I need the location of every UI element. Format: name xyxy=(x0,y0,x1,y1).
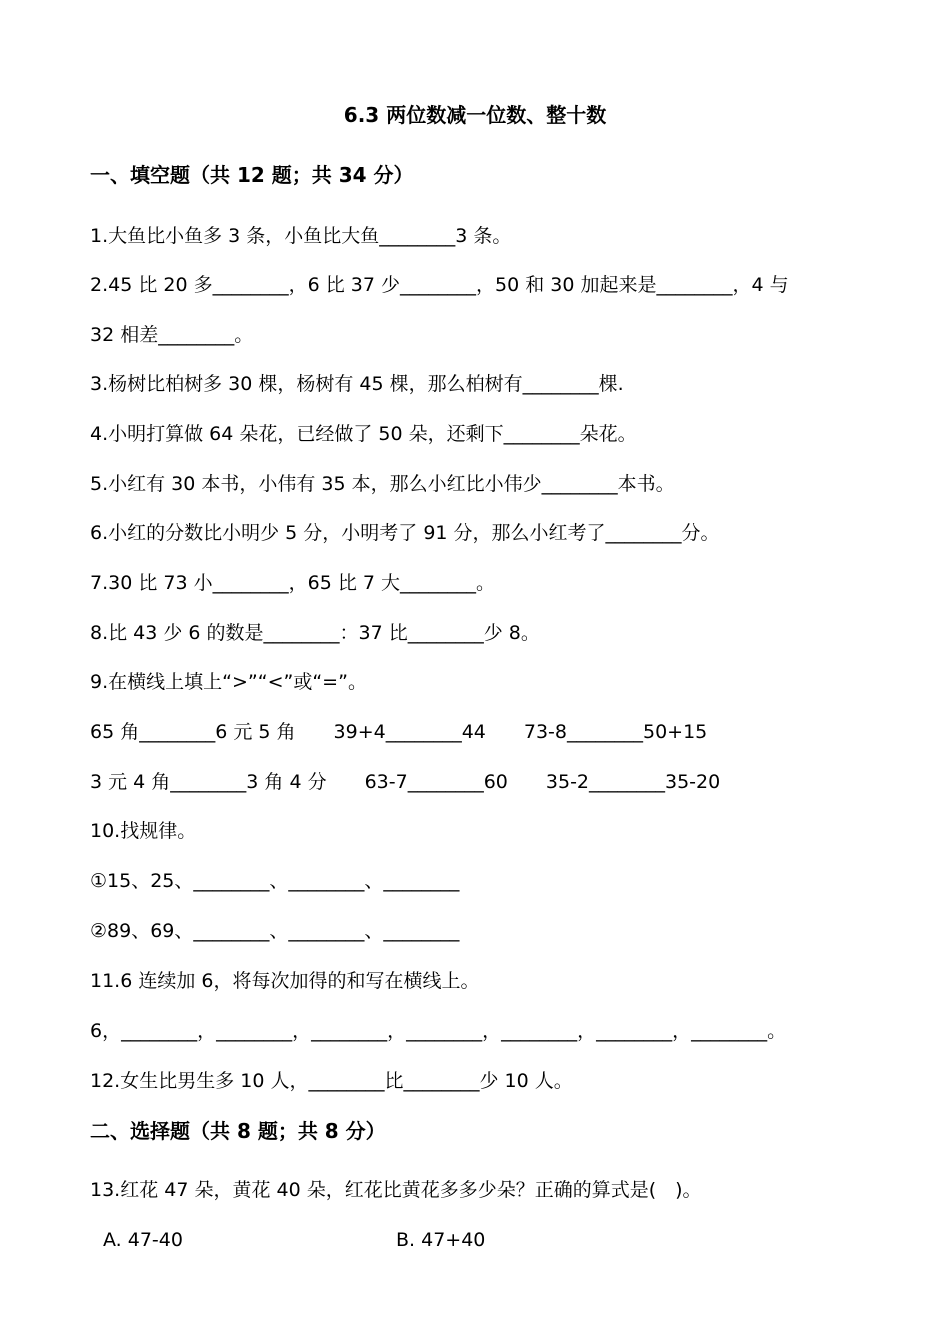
question-9: 9.在横线上填上“>”“<”或“=”。 xyxy=(90,671,367,693)
option-a: A. 47-40 xyxy=(103,1229,183,1251)
question-9-row-1: 65 角________6 元 5 角 39+4________44 73-8________50+15 xyxy=(90,721,708,743)
page-title: 6.3 两位数减一位数、整十数 xyxy=(343,103,607,127)
option-b: B. 47+40 xyxy=(396,1229,486,1251)
question-2-continued: 32 相差________。 xyxy=(90,324,254,346)
section-heading-fill-blank: 一、填空题（共 12 题；共 34 分） xyxy=(90,163,414,187)
question-12: 12.女生比男生多 10 人，________比________少 10 人。 xyxy=(90,1070,573,1092)
question-10-item-2: ②89、69、________、________、________ xyxy=(90,920,460,942)
section-heading-multiple-choice: 二、选择题（共 8 题；共 8 分） xyxy=(90,1119,386,1143)
question-4: 4.小明打算做 64 朵花，已经做了 50 朵，还剩下________朵花。 xyxy=(90,423,637,445)
question-3: 3.杨树比柏树多 30 棵，杨树有 45 棵，那么柏树有________棵. xyxy=(90,373,624,395)
question-8: 8.比 43 少 6 的数是________：37 比________少 8。 xyxy=(90,622,540,644)
question-9-row-2: 3 元 4 角________3 角 4 分 63-7________60 35-2________35-20 xyxy=(90,771,721,793)
question-13: 13.红花 47 朵，黄花 40 朵，红花比黄花多多少朵？正确的算式是( )。 xyxy=(90,1179,702,1201)
question-1: 1.大鱼比小鱼多 3 条，小鱼比大鱼________3 条。 xyxy=(90,225,512,247)
question-7: 7.30 比 73 小________，65 比 7 大________。 xyxy=(90,572,495,594)
question-10-item-1: ①15、25、________、________、________ xyxy=(90,870,460,892)
question-11: 11.6 连续加 6，将每次加得的和写在横线上。 xyxy=(90,970,480,992)
question-6: 6.小红的分数比小明少 5 分，小明考了 91 分，那么小红考了________分。 xyxy=(90,522,720,544)
question-2: 2.45 比 20 多________，6 比 37 少________，50 和 30 加起来是________，4 与 xyxy=(90,274,789,296)
question-5: 5.小红有 30 本书，小伟有 35 本，那么小红比小伟少________本书。 xyxy=(90,473,675,495)
question-10: 10.找规律。 xyxy=(90,820,197,842)
question-11-answers: 6，________，________，________，________，________，________，________。 xyxy=(90,1020,787,1042)
